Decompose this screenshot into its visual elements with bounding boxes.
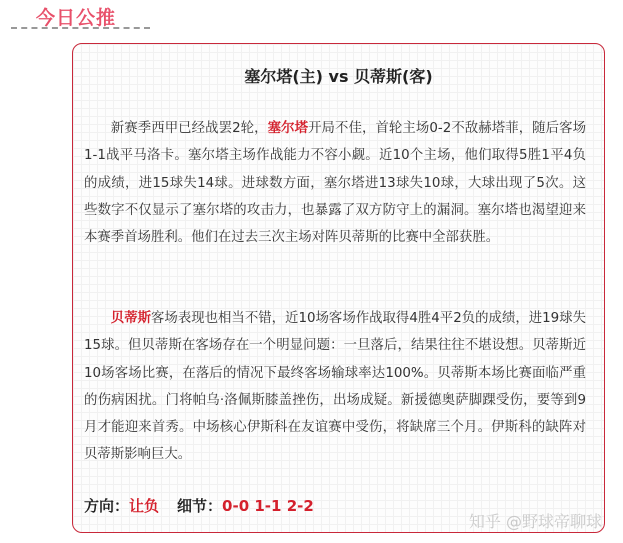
paragraph-text: 客场表现也相当不错，近10场客场作战取得4胜4平2负的成绩，进19球失15球。但贝蒂斯在客场存在一个明显问题：一旦落后，结果往往不堪设想。贝蒂斯近10场客场比赛，在落后的情况下最终客场输球率达100%。贝蒂斯本场比赛面临严重的伤病困扰。门将帕乌·洛佩斯膝盖挫伤，出场成疑。新援德奥萨脚踝受伤，要等到9月才能迎来首秀。中场核心伊斯科在友谊赛中受伤，将缺席三个月。伊斯科的缺阵对贝蒂斯影响巨大。 (84, 311, 587, 463)
detail-value: 0-0 1-1 2-2 (222, 497, 314, 515)
watermark: 知乎 @野球帝聊球 (468, 512, 602, 531)
prediction-card (72, 43, 605, 533)
paragraph-text: 开局不佳，首轮主场0-2不敌赫塔菲，随后客场1-1战平马洛卡。塞尔塔主场作战能力不容小觑。近10个主场，他们取得5胜1平4负的成绩，进15球失14球。进球数方面，塞尔塔进13球失10球，大球出现了5次。这些数字不仅显示了塞尔塔的攻击力，也暴露了双方防守上的漏洞。塞尔塔也渴望迎来本赛季首场胜利。他们在过去三次主场对阵贝蒂斯的比赛中全部获胜。 (84, 121, 586, 246)
team-highlight-home: 塞尔塔 (267, 121, 309, 136)
home-team-analysis (84, 115, 586, 251)
paragraph-text: 新赛季西甲已经战罢2轮， (110, 121, 268, 136)
away-team-analysis (84, 305, 586, 469)
detail-label: 细节： (177, 497, 223, 515)
team-highlight-away: 贝蒂斯 (110, 311, 152, 326)
direction-value: 让负 (129, 497, 160, 515)
match-title: 塞尔塔(主) vs 贝蒂斯(客) (244, 67, 433, 86)
section-divider (11, 27, 150, 29)
section-title: 今日公推 (36, 7, 117, 29)
direction-label: 方向： (84, 497, 130, 515)
prediction-footer (84, 495, 314, 516)
